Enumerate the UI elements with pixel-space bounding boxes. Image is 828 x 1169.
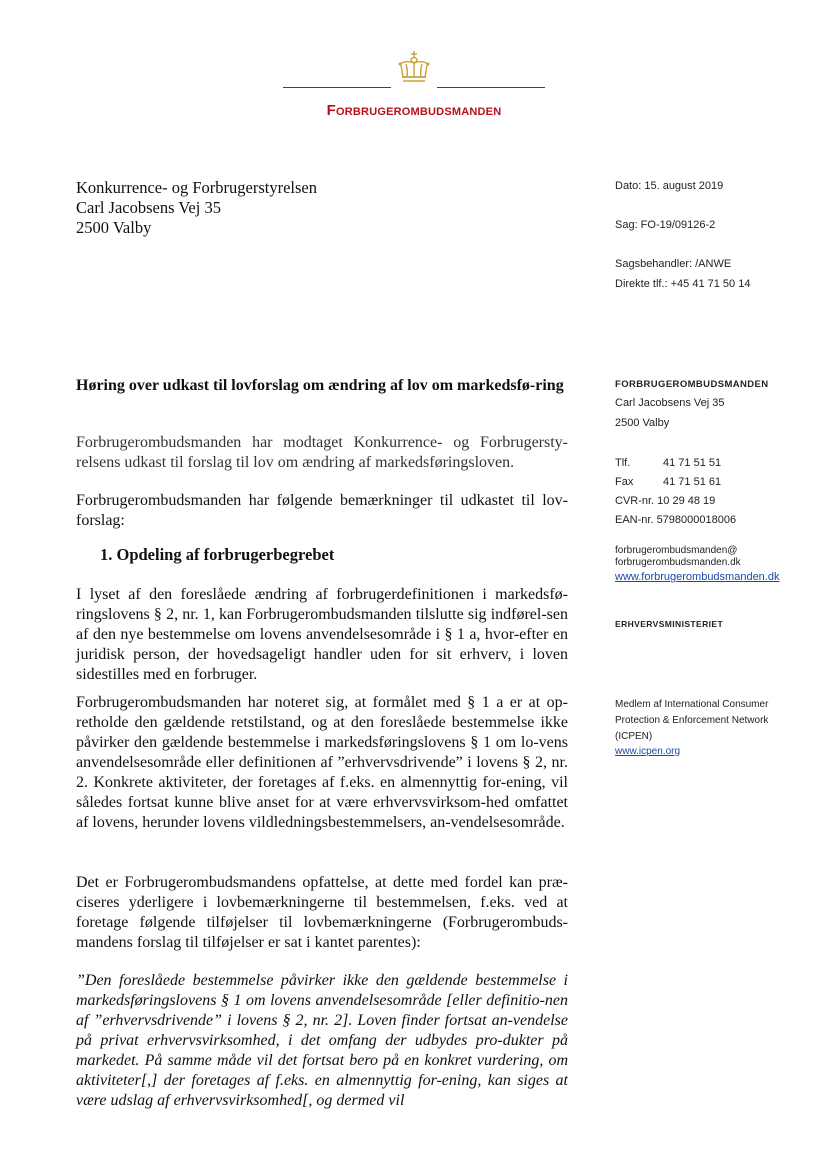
sender-email-line-2: forbrugerombudsmanden.dk (615, 557, 741, 568)
recipient-line-2: Carl Jacobsens Vej 35 (76, 198, 221, 217)
crown-logo-icon (392, 50, 436, 84)
fax-value: 41 71 51 61 (663, 476, 722, 488)
ministry-name: ERHVERVSMINISTERIET (615, 619, 724, 629)
sender-fax-row (615, 476, 721, 488)
sender-email-line-1: forbrugerombudsmanden@ (615, 545, 738, 556)
sender-name: FORBRUGEROMBUDSMANDEN (615, 379, 769, 390)
org-name-text: Forbrugerombudsmanden (326, 102, 502, 119)
header-rule-right (437, 87, 545, 88)
direct-phone: Direkte tlf.: +45 41 71 50 14 (615, 278, 751, 290)
icpen-membership (615, 697, 768, 745)
case-number: Sag: FO-19/09126-2 (615, 219, 716, 231)
sender-cvr: CVR-nr. 10 29 48 19 (615, 495, 716, 507)
phone-value: 41 71 51 51 (663, 457, 722, 469)
recipient-address (76, 178, 317, 238)
icpen-line-2: Protection & Enforcement Network (615, 715, 769, 726)
sender-address-1: Carl Jacobsens Vej 35 (615, 397, 725, 409)
sender-address-2: 2500 Valby (615, 417, 670, 429)
org-name-logo (214, 102, 614, 119)
icpen-line-3: (ICPEN) (615, 731, 653, 742)
paragraph-5: Det er Forbrugerombudsmandens opfattelse, at dette med fordel kan præ-ciseres yderligere i lovbemærkningerne til bestemmelsen, f.eks. ved at foretage følgende tilføjelser til lovbemærkningerne (Forbrugerombuds-mandens forslag til tilføjelser er sat i kantet parentes): (76, 874, 568, 951)
sender-email[interactable] (615, 545, 741, 569)
case-handler: Sagsbehandler: /ANWE (615, 258, 732, 270)
section-heading-1: 1. Opdeling af forbrugerbegrebet (100, 545, 335, 564)
paragraph-3: I lyset af den foreslåede ændring af forbrugerdefinitionen i markedsfø-ringslovens § 2, nr. 1, kan Forbrugerombudsmanden tilslutte sig indførel-sen af den nye bestemmelse om lovens anvendelsesområde i § 1 a, hvor-efter en juridisk person, der hovedsageligt handler uden for sit erhverv, i loven sidestilles med en forbruger. (76, 586, 568, 683)
paragraph-1: Forbrugerombudsmanden har modtaget Konkurrence- og Forbrugersty-relsens udkast til forslag til lov om ændring af markedsføringsloven. (76, 434, 568, 471)
recipient-line-3: 2500 Valby (76, 218, 152, 237)
icpen-line-1: Medlem af International Consumer (615, 699, 769, 710)
quoted-proposal: ”Den foreslåede bestemmelse påvirker ikke den gældende bestemmelse i markedsføringslovens § 1 om lovens anvendelsesområde [eller definitio-nen af ”erhvervsdrivende” i lovens § 2, nr. 2]. Loven finder fortsat an-vendelse på privat erhvervsvirksomhed, i det omfang der udbydes pro-dukter på markedet. På samme måde vil det fortsat bero på en konkret vurdering, om aktiviteter[,] der foretages af f.eks. en almennyttig for-ening, kan siges at være udslag af erhvervsvirksomhed[, og dermed vil (76, 972, 568, 1109)
paragraph-4: Forbrugerombudsmanden har noteret sig, at formålet med § 1 a er at op-retholde den gældende retstilstand, og at den foreslåede bestemmelse ikke påvirker den gældende bestemmelse i markedsføringslovens § 1 om lo-vens anvendelsesområde eller definitionen af ”erhvervsdrivende” i lovens § 2, nr. 2. Konkrete aktiviteter, der foretages af f.eks. en almennyttig for-ening, vil således fortsat kunne blive anset for at være erhvervsvirksom-hed omfattet af lovens, herunder lovens vildledningsbestemmelsers, an-vendelsesområde. (76, 694, 568, 831)
sender-phone-row (615, 457, 721, 469)
paragraph-2: Forbrugerombudsmanden har følgende bemærkninger til udkastet til lov-forslag: (76, 492, 568, 529)
sender-ean: EAN-nr. 5798000018006 (615, 514, 737, 526)
sender-website-link[interactable]: www.forbrugerombudsmanden.dk (615, 571, 780, 583)
icpen-link[interactable]: www.icpen.org (615, 746, 681, 757)
header-rule-left (283, 87, 391, 88)
date: Dato: 15. august 2019 (615, 180, 724, 192)
recipient-line-1: Konkurrence- og Forbrugerstyrelsen (76, 178, 318, 197)
phone-label: Tlf. (615, 457, 631, 469)
fax-label: Fax (615, 476, 634, 488)
letter-subject: Høring over udkast til lovforslag om ændring af lov om markedsfø-ring (76, 377, 564, 394)
